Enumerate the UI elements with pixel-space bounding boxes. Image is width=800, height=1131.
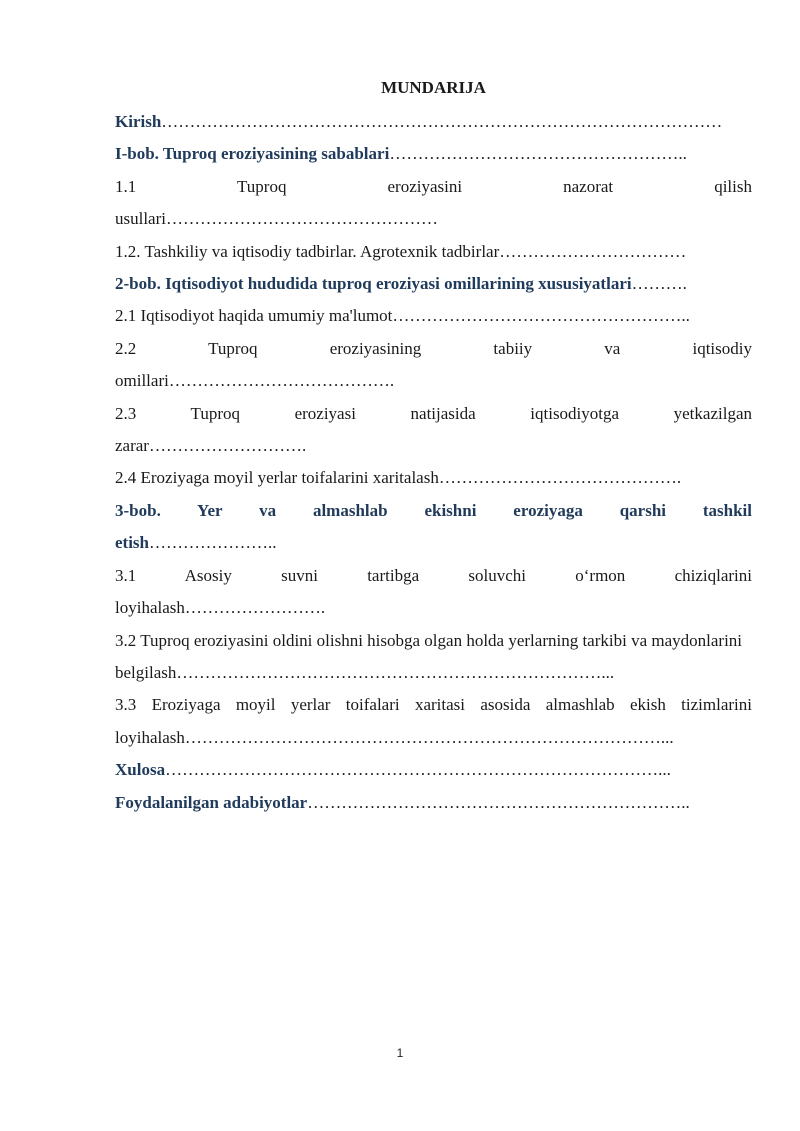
toc-label: Foydalanilgan adabiyotlar [115, 792, 308, 812]
toc-label: Kirish [115, 112, 162, 131]
toc-dots: ……………………. [184, 598, 326, 618]
toc-dots: …………………………………. [168, 371, 395, 391]
toc-dots: ……………………………………………………………………………... [165, 760, 671, 780]
toc-label-line2: etish [115, 533, 149, 553]
toc-dots: ………………………………………………………….. [307, 792, 690, 812]
toc-dots: …………………………………………………………………………... [184, 727, 674, 747]
toc-label: 2.4 Eroziyaga moyil yerlar toifalarini xaritalash [115, 468, 439, 488]
toc-entry-chapter-3[interactable] [115, 495, 752, 560]
toc-dots: ………………………………………… [166, 209, 438, 229]
toc-dots: ………. [631, 274, 687, 294]
toc-label: Xulosa [115, 760, 166, 780]
toc-label-line2: loyihalash [115, 598, 185, 618]
toc-label-line2: omillari [115, 371, 169, 391]
toc-entry-2-3[interactable] [115, 398, 752, 463]
page-title: MUNDARIJA [381, 78, 486, 97]
toc-entry-1-2[interactable] [115, 236, 752, 268]
toc-label-line1: 1.1 Tuproq eroziyasini nazorat qilish [115, 176, 752, 196]
toc-entry-3-1[interactable] [115, 560, 752, 625]
toc-label-line1: 3-bob. Yer va almashlab ekishni eroziyaga qarshi tashkil [115, 500, 752, 520]
toc-entry-3-2[interactable] [115, 625, 752, 690]
toc-label: I-bob. Tuproq eroziyasining sabablari [115, 144, 390, 164]
toc-entry-2-2[interactable] [115, 333, 752, 398]
toc-entry-kirish[interactable] [115, 106, 752, 138]
toc-dots: …………………………… [499, 241, 687, 261]
toc-label: 2-bob. Iqtisodiyot hududida tuproq eroziyasi omillarining xususiyatlari [115, 274, 632, 294]
toc-label-line1: 2.2 Tuproq eroziyasining tabiiy va iqtisodiy [115, 338, 752, 358]
toc-label: 2.1 Iqtisodiyot haqida umumiy ma'lumot [115, 306, 393, 326]
toc-label-line2: belgilash [115, 662, 177, 682]
toc-dots: ………………………. [148, 436, 307, 456]
toc-dots: …………………………………………….. [389, 144, 687, 164]
toc-label-line1: 3.3 Eroziyaga moyil yerlar toifalari xaritasi asosida almashlab ekish tizimlarini [115, 695, 752, 715]
toc-entry-1-1[interactable] [115, 171, 752, 236]
toc-label: 1.2. Tashkiliy va iqtisodiy tadbirlar. Agrotexnik tadbirlar [115, 241, 500, 261]
table-of-contents [115, 106, 752, 819]
toc-label-line1: 3.2 Tuproq eroziyasini oldini olishni hisobga olgan holda yerlarning tarkibi va maydonlarini [115, 630, 743, 650]
toc-dots: ……………………………………. [438, 468, 682, 488]
toc-dots: ………………….. [149, 533, 277, 553]
toc-entry-chapter-2[interactable] [115, 268, 752, 300]
toc-label-line1: 2.3 Tuproq eroziyasi natijasida iqtisodiyotga yetkazilgan [115, 403, 752, 423]
toc-label-line2: usullari [115, 209, 166, 229]
toc-entry-xulosa[interactable] [115, 754, 752, 786]
toc-dots: …………………………………………………………………... [176, 662, 615, 682]
toc-dots: …………………………………………….. [392, 306, 690, 326]
page-number: 1 [396, 1046, 404, 1060]
toc-dots: ……………………………………………………………………………………… [161, 112, 723, 131]
toc-label-line1: 3.1 Asosiy suvni tartibga soluvchi o‘rmon chiziqlarini [115, 565, 752, 585]
toc-entry-adabiyotlar[interactable] [115, 787, 752, 819]
toc-entry-2-1[interactable] [115, 300, 752, 332]
toc-entry-2-4[interactable] [115, 462, 752, 494]
toc-label-line2: loyihalash [115, 727, 185, 747]
toc-label-line2: zarar [115, 436, 149, 456]
toc-entry-chapter-1[interactable] [115, 138, 752, 170]
toc-entry-3-3[interactable] [115, 689, 752, 754]
